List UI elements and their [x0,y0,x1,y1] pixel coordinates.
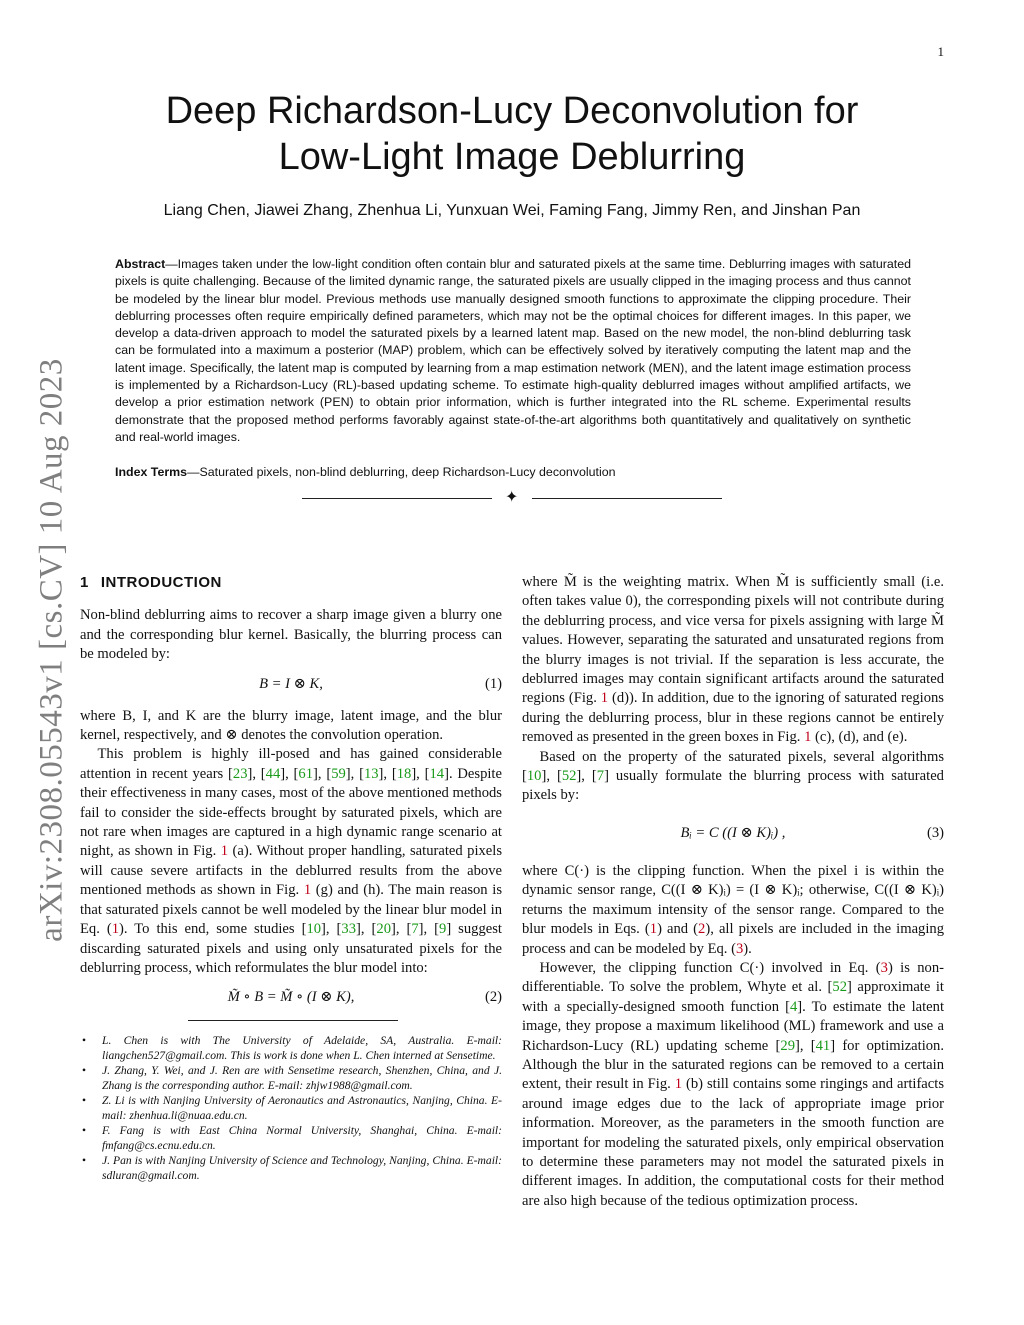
citation-link[interactable]: 23 [232,765,248,782]
equation-1 [80,675,502,695]
citation-link[interactable]: 7 [411,921,419,938]
separator-line-left [302,498,492,499]
equation-link[interactable]: 3 [735,940,744,957]
index-terms-label: Index Terms [115,465,188,479]
equation-link[interactable]: 1 [111,921,120,938]
figure-link[interactable]: 1 [303,882,312,899]
paragraph: Non-blind deblurring aims to recover a sharp image given a blurry one and the corresponding blur kernel. Basically, the blurring process can be modeled by: [80,607,502,663]
author-affiliation-footnotes [80,1033,502,1183]
citation-link[interactable]: 18 [396,765,412,782]
abstract [115,256,911,446]
left-column [80,573,502,1183]
equation-body: Bᵢ = C ((I ⊗ K)ᵢ) , [680,824,786,841]
bullet-icon: • [82,1034,87,1048]
footnote-item: • J. Zhang, Y. Wei, and J. Ren are with Sensetime research, Shenzhen, China, and J. Zhang is the corresponding author. E-mail: zhjw1988@gmail.com. [82,1064,502,1093]
paragraph: Based on the property of the saturated pixels, several algorithms [10], [52], [7] usually formulate the blurring process with saturated pixels by: [522,748,944,804]
paragraph: where C(·) is the clipping function. When the pixel i is within the dynamic sensor range, C((I ⊗ K)ᵢ) = (I ⊗ K)ᵢ; otherwise, C((I ⊗ K)ᵢ) returns the maximum intensity of the sensor range. Compared to the blur models in Eqs. (1) and (2), all pixels are included in the imaging process and can be modeled by Eq. (3). [522,862,944,957]
citation-link[interactable]: 61 [298,765,314,782]
citation-link[interactable]: 52 [561,768,577,785]
footnote-item: • J. Pan is with Nanjing University of Science and Technology, Nanjing, China. E-mail: sdluran@gmail.com. [82,1154,502,1183]
page-number: 1 [937,44,944,59]
abstract-text: —Images taken under the low-light condition often contain blur and saturated pixels at the same time. Deblurring images with saturated pixels is quite challenging. Because of the limited dynamic range, the saturated pixels are usually clipped in the imaging process and thus cannot be modeled by the linear blur model. Previous methods use manually designed smooth functions to approximate the clipping procedure. Their deblurring processes often require empirically defined parameters, which may not be the optimal choices for different images. In this paper, we develop a data-driven approach to model the saturated pixels by a learned latent map. Based on the new model, the non-blind deblurring task can be formulated into a maximum a posterior (MAP) problem, which can be effectively solved by iteratively computing the latent map and the latent image. Specifically, the latent map is computed by learning from a map estimation network (MEN), and the latent image estimation process is implemented by a Richardson-Lucy (RL)-based updating scheme. To estimate high-quality deblurred images without amplified artifacts, we develop a prior estimation network (PEN) to obtain prior information, which is further integrated into the RL scheme. Experimental results demonstrate that the proposed method performs favorably against state-of-the-art algorithms both quantitatively and qualitatively on synthetic and real-world images. [115,257,911,444]
citation-link[interactable]: 14 [429,765,445,782]
equation-body: M̃ ∘ B = M̃ ∘ (I ⊗ K), [227,989,355,1006]
citation-link[interactable]: 9 [439,921,447,938]
footnote-item: • L. Chen is with The University of Adelaide, SA, Australia. E-mail: liangchen527@gmail.com. This is work is done when L. Chen interned at Sensetime. [82,1034,502,1063]
citation-link[interactable]: 29 [780,1037,795,1054]
citation-link[interactable]: 13 [363,765,379,782]
footnote-rule [188,1020,398,1021]
citation-link[interactable]: 4 [790,998,798,1015]
equation-number: (3) [926,824,944,841]
bullet-icon: • [82,1154,87,1168]
footnote-item: • Z. Li is with Nanjing University of Aeronautics and Astronautics, Nanjing, China. E-mail: zhenhua.li@nuaa.edu.cn. [82,1094,502,1123]
figure-link[interactable]: 1 [674,1076,683,1093]
equation-number: (1) [484,675,502,692]
bullet-icon: • [82,1094,87,1108]
abstract-label: Abstract [115,257,166,271]
equation-3 [522,824,944,844]
separator-diamond-icon: ✦ [505,489,519,506]
equation-number: (2) [484,989,502,1006]
right-column [522,573,944,1211]
citation-link[interactable]: 59 [331,765,346,782]
figure-link[interactable]: 1 [220,843,229,860]
citation-link[interactable]: 10 [526,768,542,785]
section-number: 1 [80,574,89,591]
citation-link[interactable]: 20 [376,921,391,938]
index-terms-text: —Saturated pixels, non-blind deblurring, deep Richardson-Lucy deconvolution [187,465,616,479]
bullet-icon: • [82,1124,87,1138]
citation-link[interactable]: 33 [341,921,357,938]
arxiv-identifier-stamp: arXiv:2308.05543v1 [cs.CV] 10 Aug 2023 [33,358,70,942]
citation-link[interactable]: 41 [815,1037,831,1054]
section-title: INTRODUCTION [100,574,222,591]
figure-link[interactable]: 1 [804,729,812,746]
citation-link[interactable]: 10 [306,921,322,938]
citation-link[interactable]: 7 [596,768,605,785]
figure-link[interactable]: 1 [600,690,609,707]
equation-2 [80,988,502,1008]
equation-link[interactable]: 3 [880,959,888,976]
paragraph: This problem is highly ill-posed and has gained considerable attention in recent years [23], [44], [61], [59], [13], [18], [14]. Despite their effectiveness in many cases, most of the above mentioned methods fail to consider the side-effects brought by saturated pixels, which are not rare when images are captured in a high dynamic range scenario at night, as shown in Fig. 1 (a). Without proper handling, saturated pixels will cause severe artifacts in the deblurred results from the above mentioned methods as shown in Fig. 1 (g) and (h). The main reason is that saturated pixels cannot be well modeled by the linear blur model in Eq. (1). To this end, some studies [10], [33], [20], [7], [9] suggest discarding saturated pixels and using only unsaturated pixels for the deblurring process, which reformulates the blur model into: [80,746,503,976]
bullet-icon: • [82,1064,87,1078]
footnote-item: • F. Fang is with East China Normal University, Shanghai, China. E-mail: fmfang@cs.ecnu.edu.cn. [82,1124,502,1153]
separator-line-right [532,498,722,499]
paper-title [0,88,1024,180]
section-separator [302,490,722,506]
title-line-2: Low-Light Image Deblurring [278,136,746,178]
title-line-1: Deep Richardson-Lucy Deconvolution for [165,90,859,132]
equation-link[interactable]: 1 [649,921,658,938]
paragraph: where M̃ is the weighting matrix. When M̃ is sufficiently small (i.e. often takes value 0), the corresponding pixels will not contribute during the deblurring process, and vice versa for pixels assigning with large M̃ values. However, separating the saturated and unsaturated regions from the blurry images is not trivial. If the separation is less accurate, the deblurred images may contain significant artifacts around the saturated regions (Fig. 1 (d)). In addition, due to the ignoring of saturated regions during the deblurring process, blur in these regions cannot be entirely removed as presented in the green boxes in Fig. 1 (c), (d), and (e). [522,574,944,746]
author-list: Liang Chen, Jiawei Zhang, Zhenhua Li, Yunxuan Wei, Faming Fang, Jimmy Ren, and Jinshan Pan [163,202,861,219]
paragraph: where B, I, and K are the blurry image, latent image, and the blur kernel, respectively, and ⊗ denotes the convolution operation. [80,707,502,744]
equation-body: B = I ⊗ K, [259,675,323,692]
equation-link[interactable]: 2 [698,921,706,938]
citation-link[interactable]: 44 [265,765,281,782]
index-terms [115,464,911,481]
section-heading [80,573,502,592]
paragraph: However, the clipping function C(·) involved in Eq. (3) is non-differentiable. To solve the problem, Whyte et al. [52] approximate it with a specially-designed smooth function [4]. To estimate the latent image, they propose a maximum likelihood (ML) framework and use a Richardson-Lucy (RL) updating scheme [29], [41] for optimization. Although the blur in the saturated regions can be removed to a certain extent, their result in Fig. 1 (b) still contains some ringings and artifacts around image edges due to the lack of appropriate image prior information. Moreover, as the parameters in the smooth function are important for modeling the saturated pixels, only empirical observation to determine these parameters may not model the saturated pixels in different images. In addition, the computational costs for their method are also high because of the tedious optimization process. [522,959,944,1209]
citation-link[interactable]: 52 [832,979,847,996]
